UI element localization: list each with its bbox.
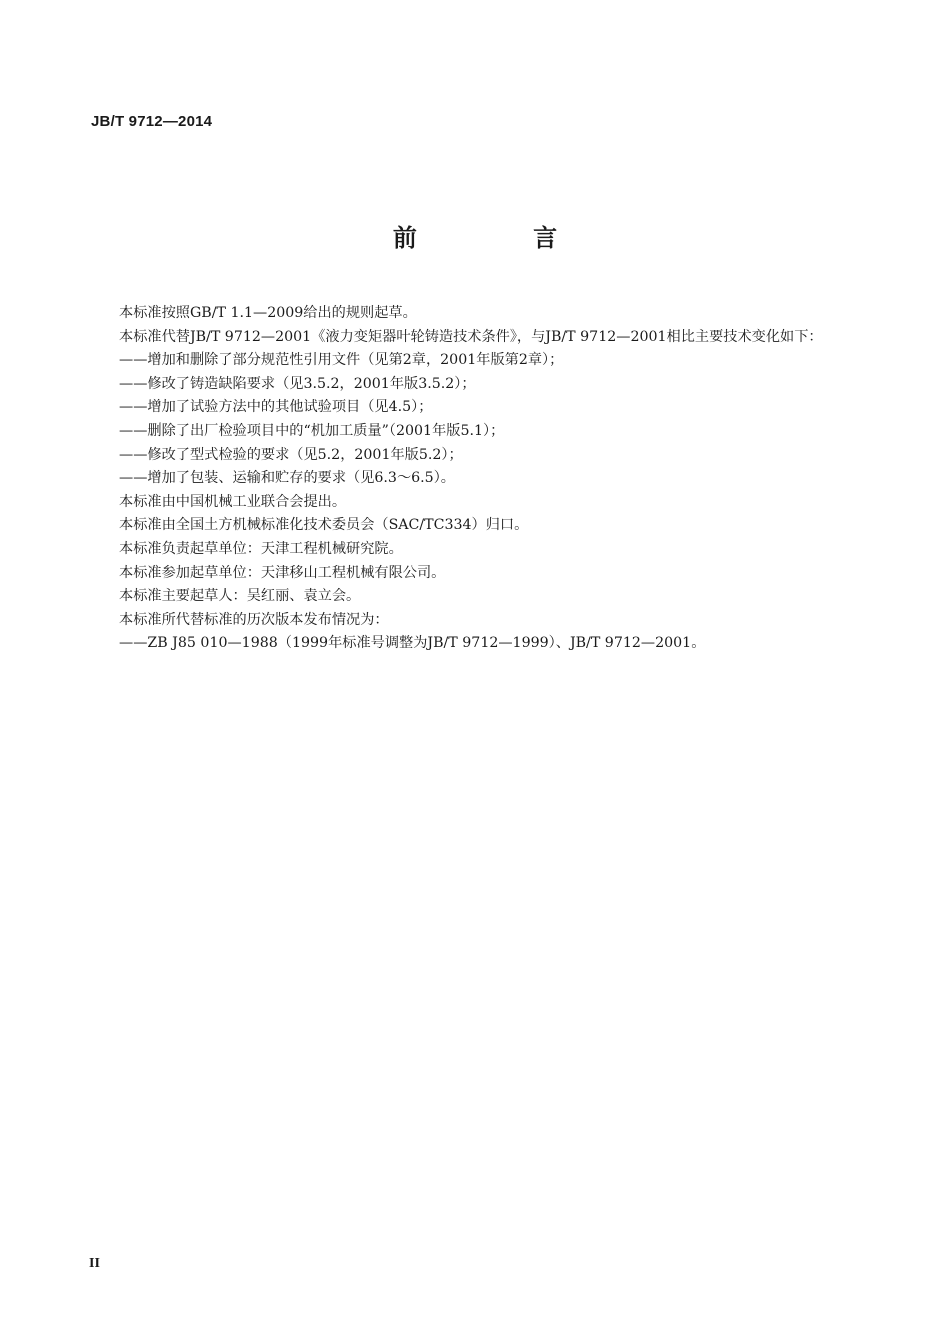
- paragraph-lead-drafter-unit: 本标准负责起草单位：天津工程机械研究院。: [119, 540, 403, 557]
- change-item: ——删除了出厂检验项目中的“机加工质量”（2001年版5.1）；: [119, 422, 505, 439]
- page-number: II: [89, 1256, 100, 1271]
- paragraph-replacement: 本标准代替JB/T 9712—2001《液力变矩器叶轮铸造技术条件》，与JB/T 9712—2001相比主要技术变化如下：: [119, 328, 823, 345]
- document-code: JB/T 9712—2014: [91, 113, 213, 130]
- change-item: ——修改了型式检验的要求（见5.2，2001年版5.2）；: [119, 446, 463, 463]
- change-item: ——增加了包装、运输和贮存的要求（见6.3～6.5）。: [119, 470, 455, 487]
- paragraph-committee: 本标准由全国土方机械标准化技术委员会（SAC/TC334）归口。: [119, 517, 529, 534]
- history-item: ——ZB J85 010—1988（1999年标准号调整为JB/T 9712—1999）、JB/T 9712—2001。: [119, 635, 706, 652]
- paragraph-history-intro: 本标准所代替标准的历次版本发布情况为：: [119, 611, 389, 628]
- page-title: 前 言: [392, 224, 612, 252]
- paragraph-participating-unit: 本标准参加起草单位：天津移山工程机械有限公司。: [119, 564, 446, 581]
- foreword-body: [91, 302, 843, 656]
- paragraph-main-drafters: 本标准主要起草人：吴红丽、袁立会。: [119, 588, 361, 605]
- change-item: ——增加了试验方法中的其他试验项目（见4.5）；: [119, 399, 433, 416]
- paragraph-drafting-rules: 本标准按照GB/T 1.1—2009给出的规则起草。: [119, 305, 417, 321]
- change-item: ——修改了铸造缺陷要求（见3.5.2，2001年版3.5.2）；: [119, 375, 476, 392]
- change-item: ——增加和删除了部分规范性引用文件（见第2章，2001年版第2章）；: [119, 352, 564, 369]
- paragraph-proposer: 本标准由中国机械工业联合会提出。: [119, 493, 347, 510]
